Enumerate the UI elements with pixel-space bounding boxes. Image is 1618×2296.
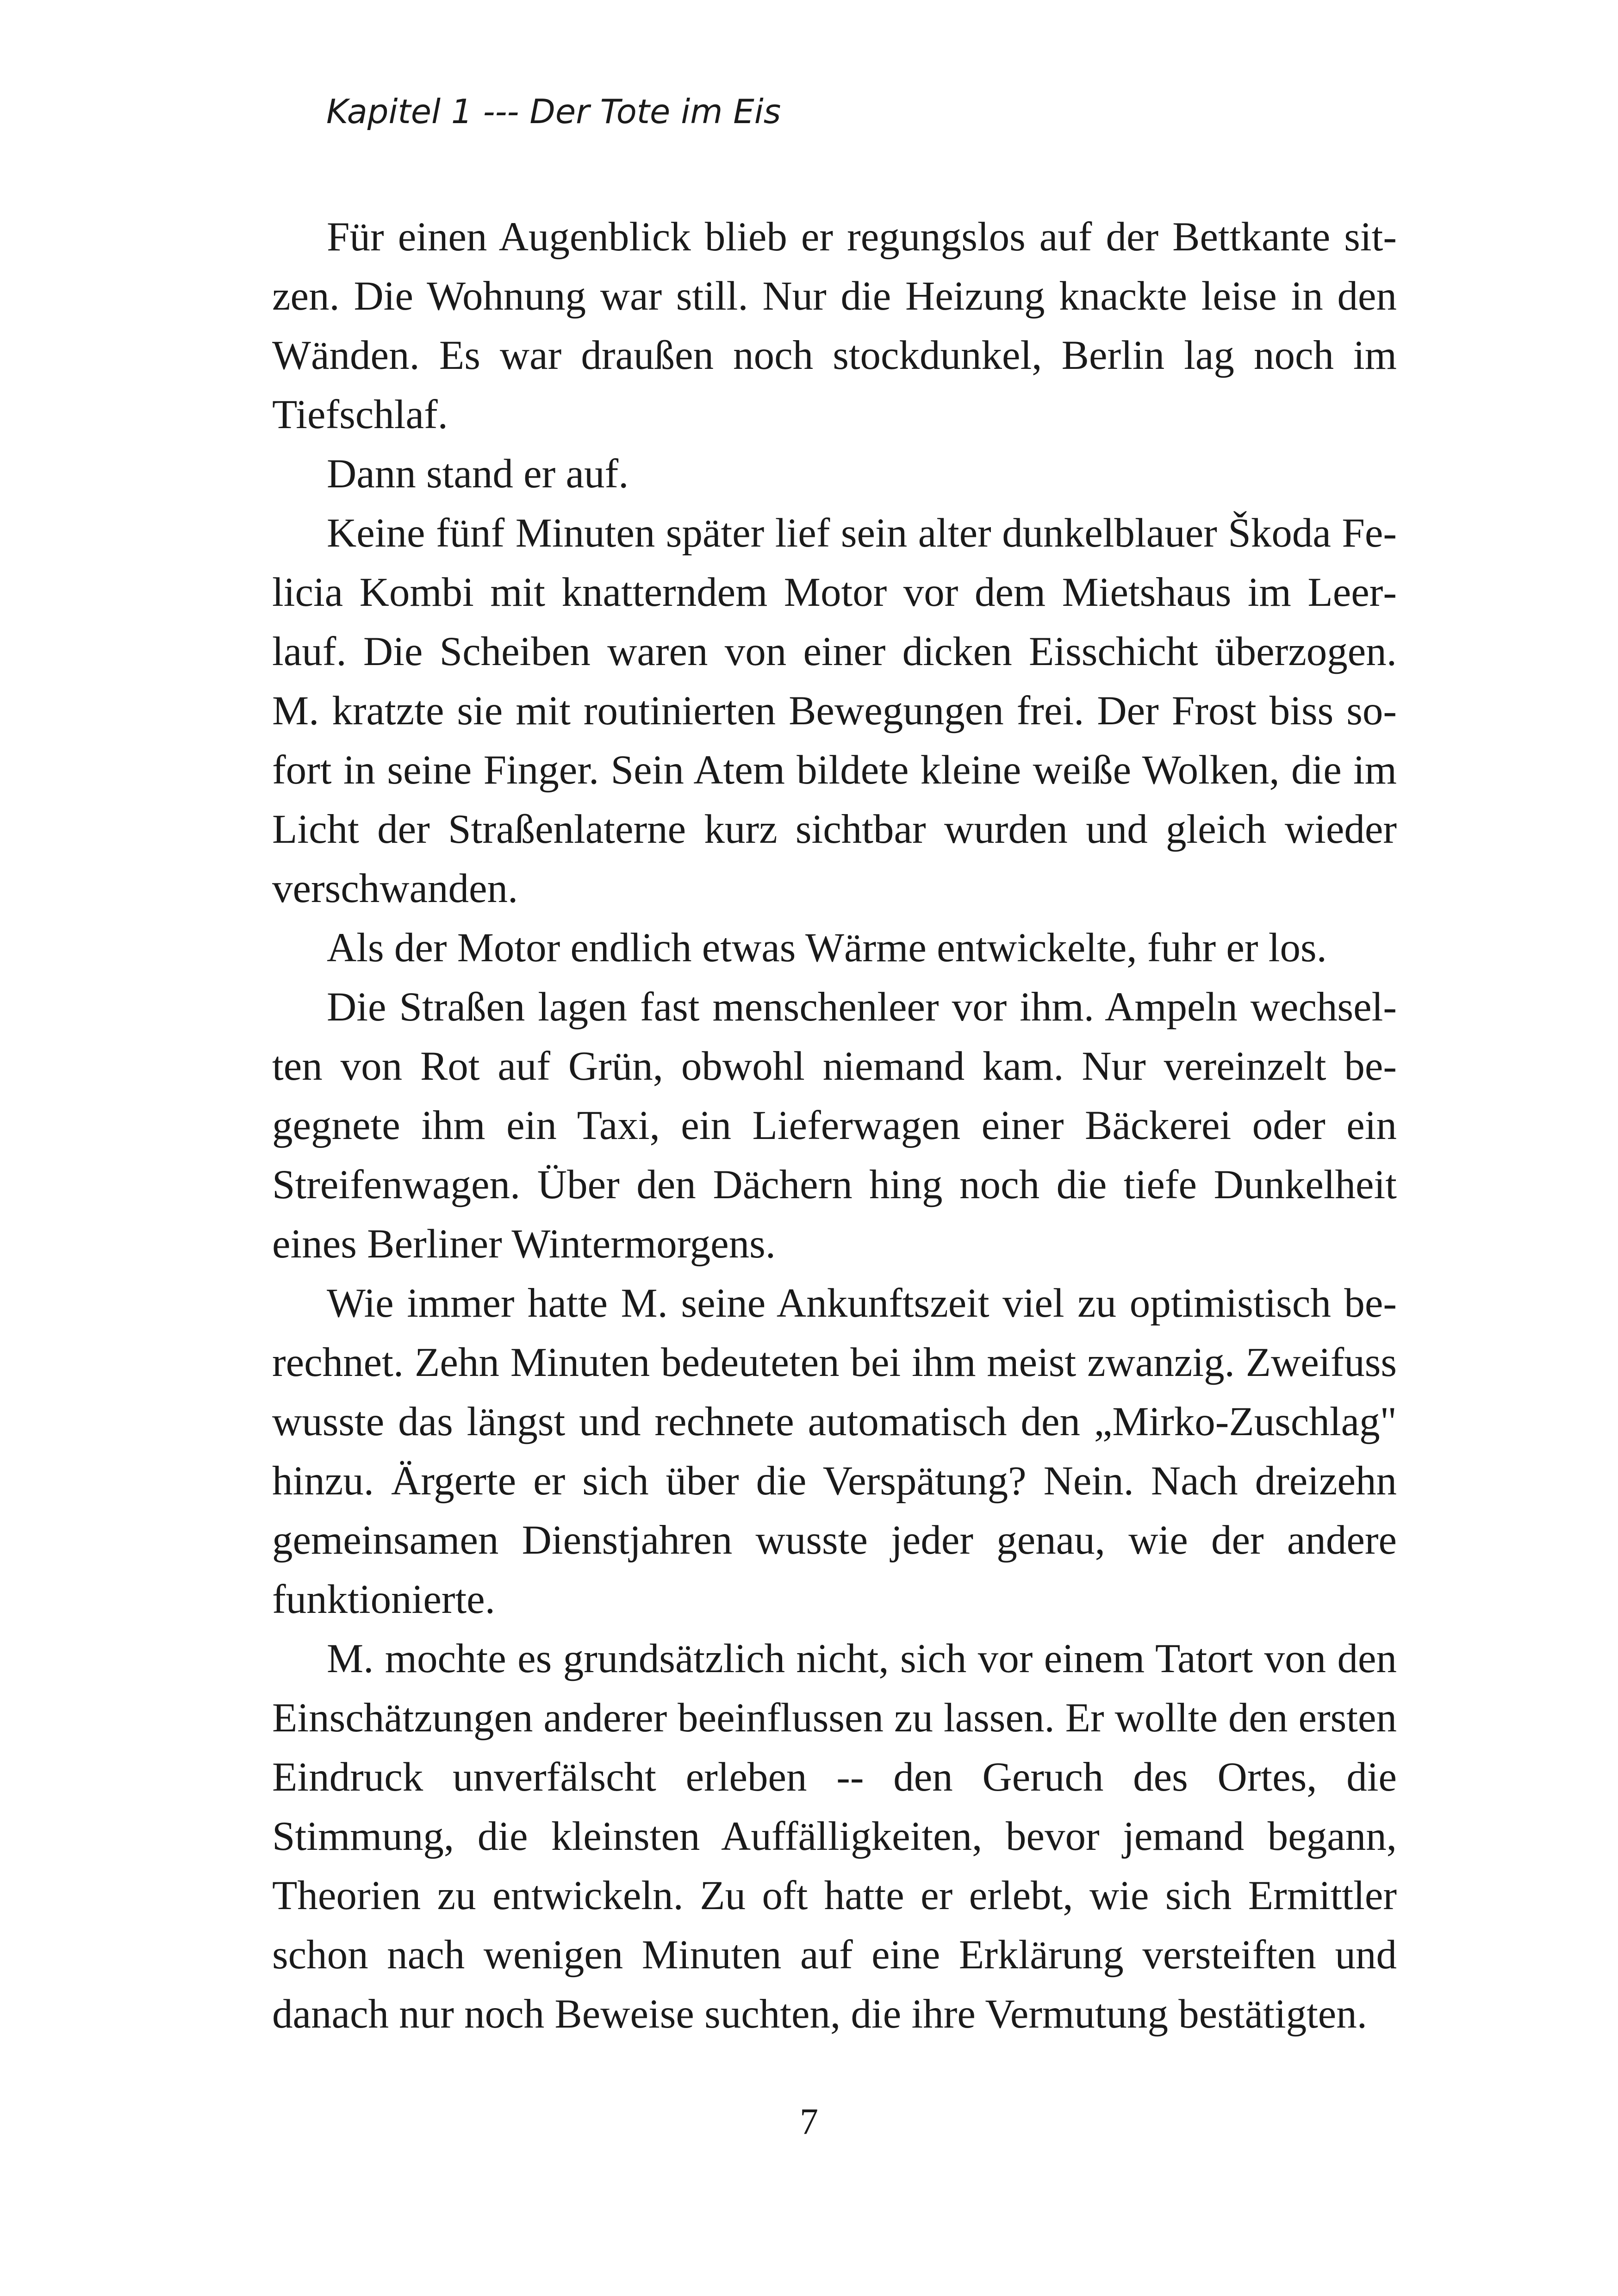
paragraph: Die Straßen lagen fast menschenleer vor ihm. Ampeln wechselten von Rot auf Grün, obwohl niemand kam. Nur vereinzelt begegnete ihm ein Taxi, ein Lieferwagen einer Bäckerei oder ein Streifenwagen. Über den Dächern hing noch die tiefe Dunkelheit eines Berliner Wintermorgens. xyxy=(272,984,1397,1267)
page-number: 7 xyxy=(800,2102,818,2142)
paragraph: Dann stand er auf. xyxy=(327,451,629,497)
paragraph: Als der Motor endlich etwas Wärme entwickelte, fuhr er los. xyxy=(327,925,1327,971)
paragraph: Keine fünf Minuten später lief sein alter dunkelblauer Škoda Felicia Kombi mit knatterndem Motor vor dem Mietshaus im Leerlauf. Die Scheiben waren von einer dicken Eisschicht überzogen. M. kratzte sie mit routinierten Bewegungen frei. Der Frost biss sofort in seine Finger. Sein Atem bildete kleine weiße Wolken, die im Licht der Straßenlaterne kurz sichtbar wurden und gleich wieder verschwanden. xyxy=(272,510,1397,911)
paragraph: Wie immer hatte M. seine Ankunftszeit viel zu optimistisch berechnet. Zehn Minuten bedeuteten bei ihm meist zwanzig. Zweifuss wusste das längst und rechnete automatisch den „Mirko-Zuschlag" hinzu. Ärgerte er sich über die Verspätung? Nein. Nach dreizehn gemeinsamen Dienstjahren wusste jeder genau, wie der andere funktionierte. xyxy=(272,1281,1397,1622)
paragraph: M. mochte es grundsätzlich nicht, sich vor einem Tatort von den Einschätzungen anderer beeinflussen zu lassen. Er wollte den ersten Eindruck unverfälscht erleben -- den Geruch des Ortes, die Stimmung, die kleinsten Auffälligkeiten, bevor jemand begann, Theorien zu entwickeln. Zu oft hatte er erlebt, wie sich Ermittler schon nach wenigen Minuten auf eine Erklärung versteiften und danach nur noch Beweise suchten, die ihre Vermutung bestätigten. xyxy=(272,1636,1397,2037)
body-text xyxy=(272,207,1397,2044)
chapter-header: Kapitel 1 --- Der Tote im Eis xyxy=(326,92,781,131)
paragraph: Für einen Augenblick blieb er regungslos auf der Bettkante sitzen. Die Wohnung war still. Nur die Heizung knackte leise in den Wänden. Es war draußen noch stockdunkel, Berlin lag noch im Tiefschlaf. xyxy=(272,214,1397,437)
